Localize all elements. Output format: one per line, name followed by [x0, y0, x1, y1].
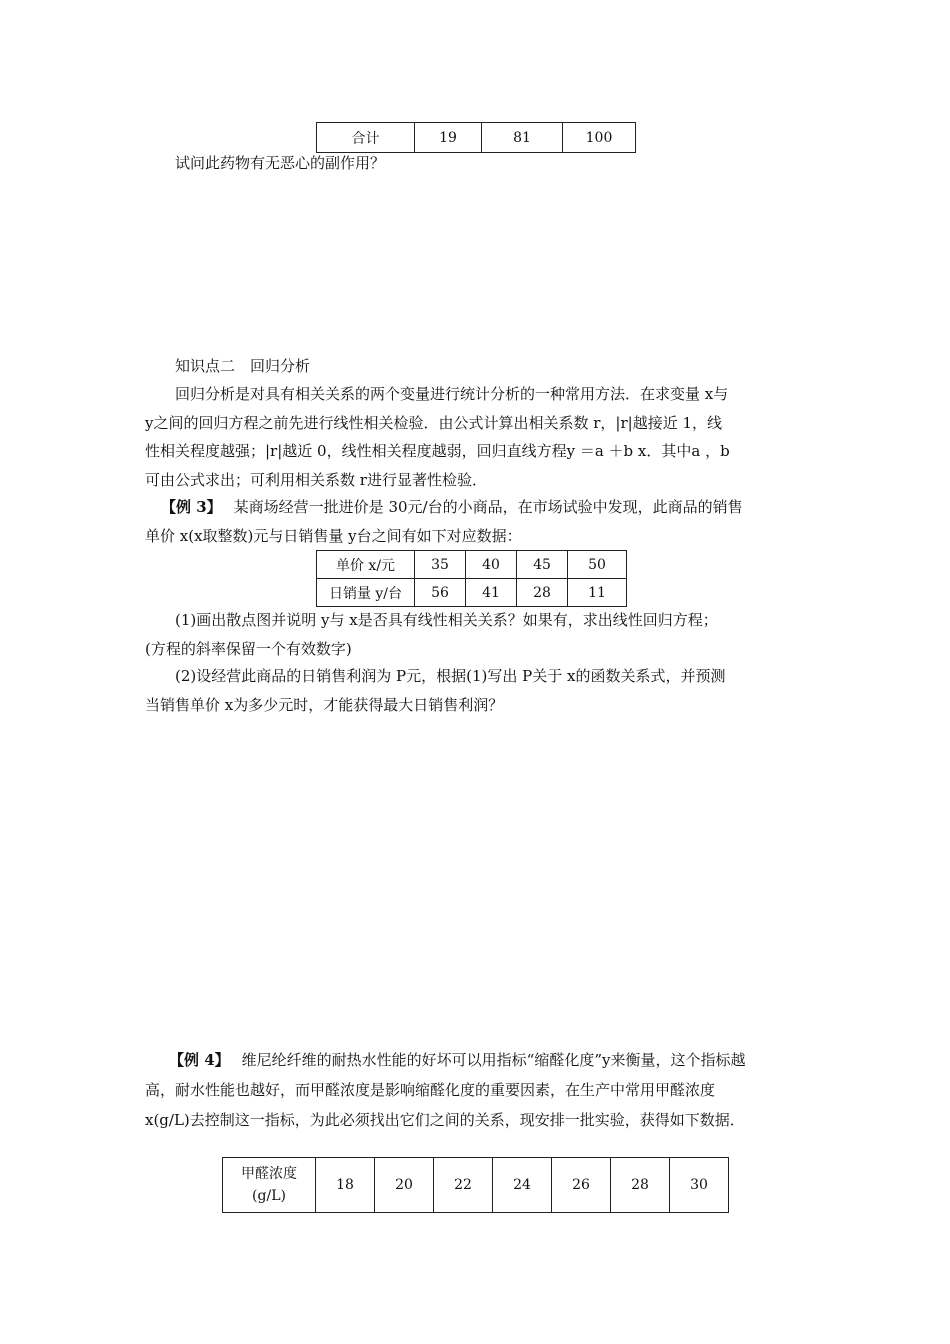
table-cell: 26	[552, 1158, 611, 1213]
question-line: (1)画出散点图并说明 y与 x是否具有线性相关关系？如果有，求出线性回归方程；	[175, 611, 718, 629]
table-cell: 81	[482, 123, 563, 153]
paragraph-line: 可由公式求出；可利用相关系数 r进行显著性检验．	[145, 470, 487, 489]
table-row	[223, 1158, 729, 1213]
example-3-question-1	[145, 606, 807, 663]
paragraph-line: y之间的回归方程之前先进行线性相关检验．由公式计算出相关系数 r，|r|越接近 1，线	[145, 413, 723, 432]
example-3	[145, 493, 807, 550]
table-cell: 20	[375, 1158, 434, 1213]
table-cell: 41	[466, 579, 517, 607]
section-title: 知识点二 回归分析	[175, 357, 311, 375]
example-tag: 【例 3】	[161, 498, 222, 516]
table-row	[317, 579, 627, 607]
example-4	[145, 1045, 807, 1135]
question-line: 当销售单价 x为多少元时，才能获得最大日销售利润？	[145, 695, 504, 714]
table-cell: 50	[568, 551, 627, 579]
price-sales-table	[316, 550, 627, 607]
question-line: (方程的斜率保留一个有效数字)	[145, 639, 352, 658]
question-side-effect: 试问此药物有无恶心的副作用？	[175, 154, 386, 172]
example-line: x(g/L)去控制这一指标，为此必须找出它们之间的关系，现安排一批实验，获得如下数据．	[145, 1111, 745, 1129]
question-line: (2)设经营此商品的日销售利润为 P元，根据(1)写出 P关于 x的函数关系式，并预测	[175, 667, 726, 685]
table-cell: 24	[493, 1158, 552, 1213]
formaldehyde-table	[222, 1157, 729, 1213]
table-cell: 56	[415, 579, 466, 607]
example-line: 单价 x(x取整数)元与日销售量 y台之间有如下对应数据：	[145, 526, 522, 545]
table-cell: 100	[563, 123, 636, 153]
table-cell: 19	[415, 123, 482, 153]
table-cell: 40	[466, 551, 517, 579]
table-cell: 35	[415, 551, 466, 579]
row-label: 单价 x/元	[317, 551, 415, 579]
example-text: 维尼纶纤维的耐热水性能的好坏可以用指标“缩醛化度”y来衡量，这个指标越	[241, 1051, 746, 1069]
table-cell: 45	[517, 551, 568, 579]
table-cell: 18	[316, 1158, 375, 1213]
row-label	[223, 1158, 316, 1213]
example-tag: 【例 4】	[169, 1051, 230, 1069]
example-line	[145, 1045, 807, 1075]
table-cell: 22	[434, 1158, 493, 1213]
row-label-line: (g/L)	[252, 1188, 286, 1204]
row-label: 合计	[317, 123, 415, 153]
example-text: 某商场经营一批进价是 30元/台的小商品，在市场试验中发现，此商品的销售	[233, 498, 743, 516]
contingency-table-total	[316, 122, 636, 153]
row-label-line: 甲醛浓度	[241, 1166, 297, 1182]
paragraph-line: 回归分析是对具有相关关系的两个变量进行统计分析的一种常用方法．在求变量 x与	[175, 385, 729, 403]
table-cell: 11	[568, 579, 627, 607]
table-row	[317, 123, 636, 153]
table-cell: 30	[670, 1158, 729, 1213]
regression-paragraph	[145, 380, 807, 494]
table-cell: 28	[611, 1158, 670, 1213]
row-label: 日销量 y/台	[317, 579, 415, 607]
example-line	[145, 493, 807, 522]
example-3-question-2	[145, 662, 807, 719]
table-row	[317, 551, 627, 579]
paragraph-line: 性相关程度越强；|r|越近 0，线性相关程度越弱，回归直线方程y ＝a ＋b x．其中a ，b	[145, 442, 730, 460]
table-cell: 28	[517, 579, 568, 607]
example-line: 高，耐水性能也越好，而甲醛浓度是影响缩醛化度的重要因素，在生产中常用甲醛浓度	[145, 1081, 716, 1099]
